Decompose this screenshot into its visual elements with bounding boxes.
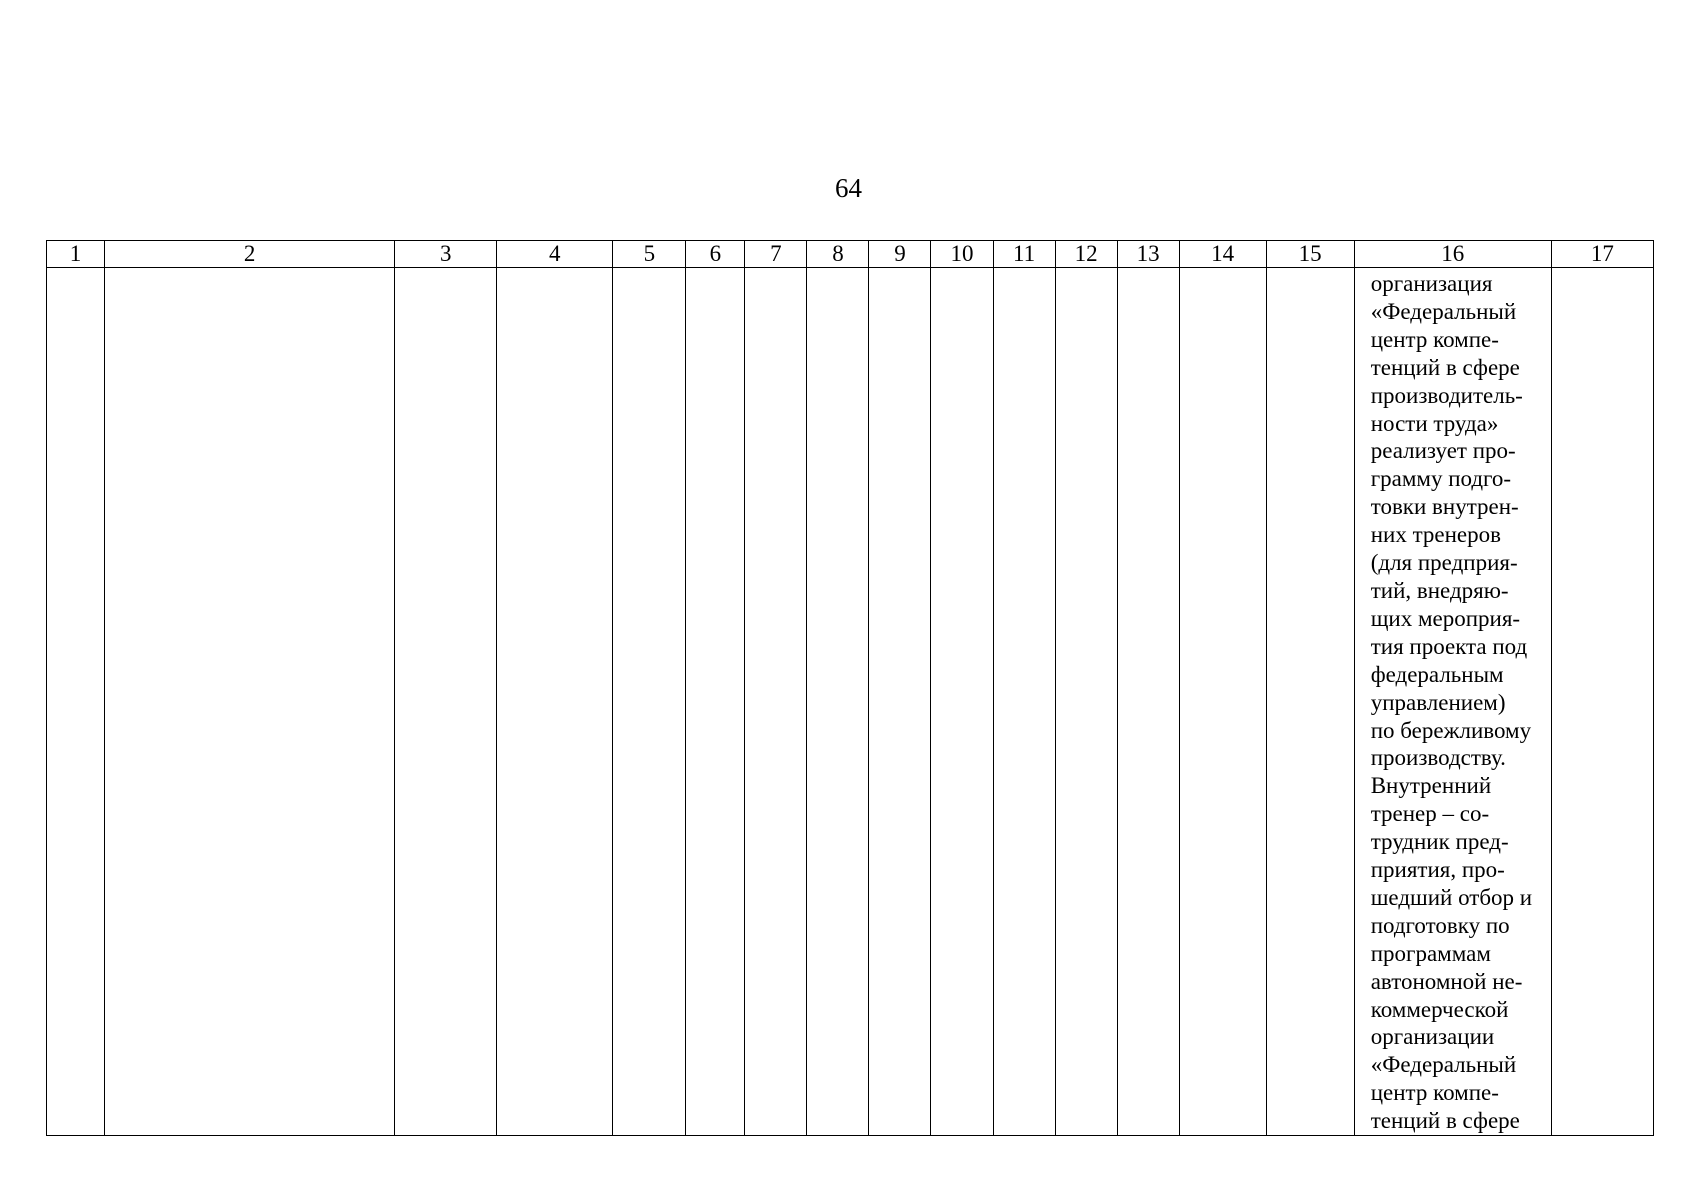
- column-header-5: 5: [613, 241, 686, 268]
- column-header-2: 2: [105, 241, 395, 268]
- table-cell-2: [105, 268, 395, 1136]
- table-cell-1: [47, 268, 105, 1136]
- table-row: [47, 268, 1654, 1136]
- column-header-12: 12: [1055, 241, 1117, 268]
- column-header-1: 1: [47, 241, 105, 268]
- column-header-11: 11: [993, 241, 1055, 268]
- table-cell-12: [1055, 268, 1117, 1136]
- table-cell-11: [993, 268, 1055, 1136]
- column-header-13: 13: [1117, 241, 1179, 268]
- column-header-7: 7: [745, 241, 807, 268]
- column-header-10: 10: [931, 241, 993, 268]
- cell-16-text: организация «Федеральный центр компе- тенций в сфере производитель- ности труда» реализует про- грамму подго- товки внутрен- них тренеров (для предприя- тий, внедряю- щих мероприя- тия проекта под федеральным управлением) по бережливому производству. Внутренний тренер – со- трудник пред- приятия, про- шедший отбор и подготовку по программам автономной не- коммерческой организации «Федеральный центр компе- тенций в сфере: [1370, 271, 1533, 1134]
- table-cell-8: [807, 268, 869, 1136]
- table-cell-14: [1179, 268, 1266, 1136]
- data-table: [46, 240, 1654, 1136]
- table-cell-15: [1266, 268, 1354, 1136]
- table-cell-3: [395, 268, 497, 1136]
- table-cell-10: [931, 268, 993, 1136]
- table-cell-7: [745, 268, 807, 1136]
- column-header-14: 14: [1179, 241, 1266, 268]
- column-header-9: 9: [869, 241, 931, 268]
- column-header-17: 17: [1551, 241, 1653, 268]
- column-header-8: 8: [807, 241, 869, 268]
- table-cell-4: [497, 268, 613, 1136]
- table-cell-5: [613, 268, 686, 1136]
- column-number-row: [47, 241, 1654, 268]
- column-header-4: 4: [497, 241, 613, 268]
- column-header-16: 16: [1354, 241, 1551, 268]
- column-header-15: 15: [1266, 241, 1354, 268]
- table-cell-9: [869, 268, 931, 1136]
- table-cell-16: [1354, 268, 1551, 1136]
- column-header-6: 6: [686, 241, 745, 268]
- table-cell-13: [1117, 268, 1179, 1136]
- column-header-3: 3: [395, 241, 497, 268]
- table-cell-6: [686, 268, 745, 1136]
- table-cell-17: [1551, 268, 1653, 1136]
- page-number: 64: [835, 173, 862, 203]
